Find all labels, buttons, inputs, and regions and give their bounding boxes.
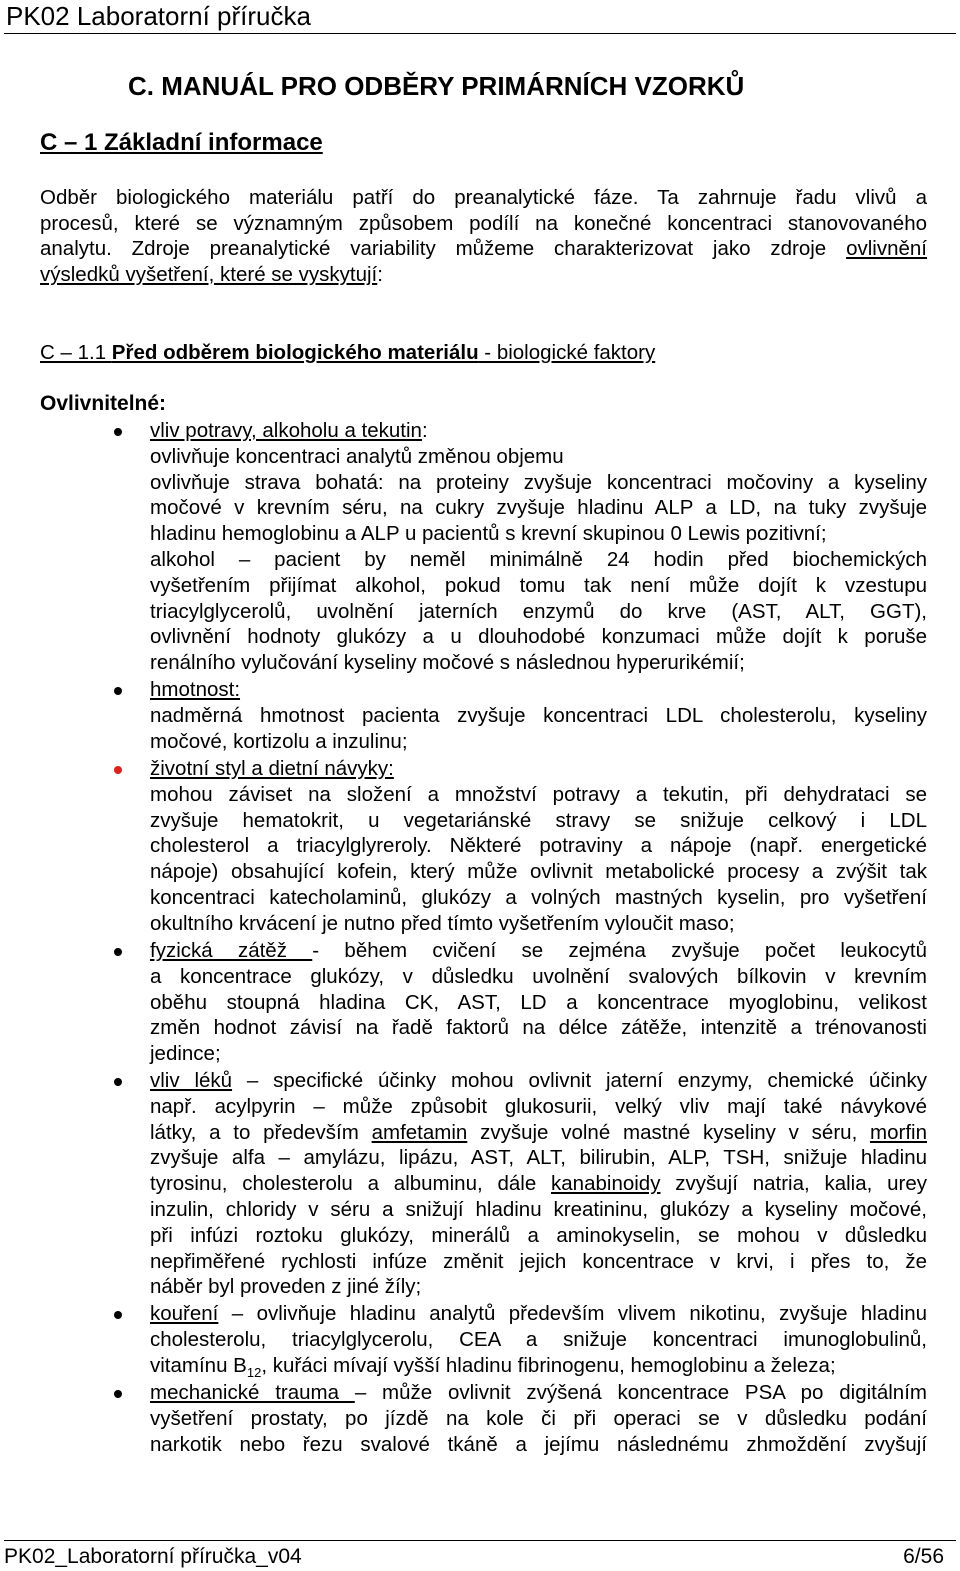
item-line: oběhu stoupná hladina CK, AST, LD a koncentrace myoglobinu, velikost <box>150 990 927 1014</box>
item-line: triacylglycerolů, uvolnění jaterních enzymů do krve (AST, ALT, GGT), <box>150 599 927 623</box>
item-line: jedince; <box>150 1042 221 1066</box>
item-line: nadměrná hmotnost pacienta zvyšuje koncentraci LDL cholesterolu, kyseliny <box>150 703 927 727</box>
bullet-icon <box>114 428 122 436</box>
bullet-icon <box>114 1311 122 1319</box>
item-line: zvyšuje alfa – amylázu, lipázu, AST, ALT, bilirubin, ALP, TSH, snižuje hladinu <box>150 1146 927 1170</box>
bullet-icon <box>114 1390 122 1398</box>
item-heading: hmotnost: <box>150 678 241 701</box>
list-item <box>150 1068 927 1300</box>
item-line: ovlivnění hodnoty glukózy a u dlouhodobé konzumaci může dojít k poruše <box>150 625 927 649</box>
item-heading: fyzická zátěž <box>150 939 313 962</box>
item-text: – specifické účinky mohou ovlivnit jaterní enzymy, chemické účinky <box>232 1069 927 1092</box>
item-line: při infúzi roztoku glukózy, minerálů a aminokyselin, se mohou v důsledku <box>150 1223 927 1247</box>
item-text: látky, a to především <box>150 1120 372 1144</box>
subsection-title: C – 1 Základní informace <box>40 129 323 156</box>
list-item <box>150 677 927 754</box>
heading-bold: Před odběrem biologického materiálu <box>111 341 479 364</box>
intro-line: Odběr biologického materiálu patří do preanalytické fáze. Ta zahrnuje řadu vlivů a <box>40 186 927 209</box>
item-line: cholesterolu, triacylglycerolu, CEA a snižuje koncentraci imunoglobulinů, <box>150 1327 927 1351</box>
intro-underlined: ovlivnění <box>846 237 927 261</box>
ovlivnitelne-label: Ovlivnitelné: <box>40 392 167 415</box>
intro-underlined: výsledků vyšetření, které se vyskytují <box>40 263 378 287</box>
item-underlined: kanabinoidy <box>551 1172 661 1196</box>
item-line: ovlivňuje strava bohatá: na proteiny zvyšuje koncentraci močoviny a kyseliny <box>150 470 927 494</box>
item-text: – ovlivňuje hladinu analytů především vlivem nikotinu, zvyšuje hladinu <box>218 1302 927 1325</box>
subscript: 12 <box>246 1364 262 1380</box>
item-line: hladinu hemoglobinu a ALP u pacientů s krevní skupinou 0 Lewis pozitivní; <box>150 522 827 546</box>
item-heading: vliv potravy, alkoholu a tekutin <box>150 419 422 442</box>
intro-text: analytu. Zdroje preanalytické variability můžeme charakterizovat jako zdroje <box>40 237 847 261</box>
item-heading-line <box>150 938 927 964</box>
item-heading: vliv léků <box>150 1069 233 1092</box>
item-line: koncentraci katecholaminů, glukózy a volných mastných kyselin, pro vyšetření <box>150 885 927 909</box>
item-line: alkohol – pacient by neměl minimálně 24 hodin před biochemických <box>150 547 927 571</box>
item-line: renálního vylučování kyseliny močové s následnou hyperurikémií; <box>150 651 745 675</box>
section-title: C. MANUÁL PRO ODBĚRY PRIMÁRNÍCH VZORKŮ <box>128 71 745 101</box>
intro-line <box>40 236 927 262</box>
item-underlined: amfetamin <box>371 1120 468 1144</box>
item-line: vyšetřením přijímat alkohol, pokud tomu tak není může dojít k vzestupu <box>150 573 927 597</box>
item-line: a koncentrace glukózy, v důsledku uvolnění svalových bílkovin v krevním <box>150 964 927 988</box>
item-text: : <box>421 419 428 442</box>
item-line: inzulin, chloridy v séru a snižují hladinu kreatininu, glukózy a kyseliny močové, <box>150 1197 927 1221</box>
item-line: ovlivňuje koncentraci analytů změnou objemu <box>150 444 564 468</box>
item-heading-line <box>150 756 927 782</box>
subsection-heading <box>40 340 655 366</box>
list-item <box>150 418 927 676</box>
item-heading: mechanické trauma <box>150 1381 355 1404</box>
item-heading-line <box>150 677 927 703</box>
item-line: narkotik nebo řezu svalové tkáně a jejímu následnému zhmoždění zvyšují <box>150 1432 927 1456</box>
item-line: močové v krevním séru, na cukry zvyšuje hladinu ALP a LD, na tuky zvyšuje <box>150 496 927 520</box>
item-heading-line <box>150 1301 927 1327</box>
intro-paragraph <box>40 185 927 288</box>
item-line: cholesterol a triacylglyreroly. Některé potraviny a nápoje (např. energetické <box>150 834 927 858</box>
item-text: tyrosinu, cholesterolu a albuminu, dále <box>150 1172 552 1196</box>
item-line <box>150 1171 927 1197</box>
item-underlined: morfin <box>870 1120 927 1144</box>
item-heading-line <box>150 1380 927 1406</box>
item-line: mohou záviset na složení a množství potravy a tekutin, při dehydrataci se <box>150 782 927 806</box>
list-item <box>150 938 927 1067</box>
bullet-icon <box>114 948 122 956</box>
item-line: nepřiměřené rychlosti infúze změnit jejich koncentrace v krvi, i přes to, že <box>150 1249 927 1273</box>
item-line: okultního krvácení je nutno před tímto vyšetřením vyloučit maso; <box>150 911 735 935</box>
header-rule <box>4 33 956 34</box>
item-heading-line <box>150 418 927 444</box>
bullet-icon <box>114 687 122 695</box>
item-text: vitamínu B <box>150 1353 247 1377</box>
list-item <box>150 1301 927 1385</box>
header-title: PK02 Laboratorní příručka <box>6 1 311 31</box>
item-text: , kuřáci mívají vyšší hladinu fibrinogenu, hemoglobinu a železa; <box>261 1353 836 1377</box>
list-item <box>150 1380 927 1457</box>
page-number: 6/56 <box>903 1545 944 1568</box>
bullet-icon <box>114 766 122 774</box>
intro-text: : <box>377 263 383 287</box>
heading-prefix: C – 1.1 <box>40 341 112 364</box>
footer-rule <box>4 1540 956 1541</box>
item-line: zvyšuje hematokrit, u vegetariánské stravy se snižuje celkový i LDL <box>150 808 927 832</box>
footer-document-id: PK02_Laboratorní příručka_v04 <box>4 1545 302 1568</box>
intro-line: procesů, které se významným způsobem podílí na konečné koncentraci stanovovaného <box>40 211 927 235</box>
item-line: změn hodnot závisí na řadě faktorů na délce zátěže, intenzitě a trénovanosti <box>150 1016 927 1040</box>
item-line <box>150 1120 927 1146</box>
item-line: vyšetření prostaty, po jízdě na kole či při operaci se v důsledku podání <box>150 1406 927 1430</box>
item-text: – může ovlivnit zvýšená koncentrace PSA po digitálním <box>354 1381 927 1404</box>
item-heading: životní styl a dietní návyky: <box>150 757 394 780</box>
heading-suffix: - biologické faktory <box>478 341 656 364</box>
item-text: - během cvičení se zejména zvyšuje počet leukocytů <box>312 939 927 962</box>
item-line: např. acylpyrin – může způsobit glukosurii, velký vliv mají také návykové <box>150 1094 927 1118</box>
item-text: zvyšuje volné mastné kyseliny v séru, <box>467 1120 871 1144</box>
item-heading: kouření <box>150 1302 219 1325</box>
bullet-icon <box>114 1078 122 1086</box>
item-line: náběr byl proveden z jiné žíly; <box>150 1275 422 1299</box>
list-item <box>150 756 927 937</box>
item-text: zvyšují natria, kalia, urey <box>660 1172 927 1196</box>
item-heading-line <box>150 1068 927 1094</box>
item-line: nápoje) obsahující kofein, který může ovlivnit metabolické procesy a zvýšit tak <box>150 860 927 884</box>
item-line: močové, kortizolu a inzulinu; <box>150 729 408 753</box>
intro-line <box>40 262 927 288</box>
